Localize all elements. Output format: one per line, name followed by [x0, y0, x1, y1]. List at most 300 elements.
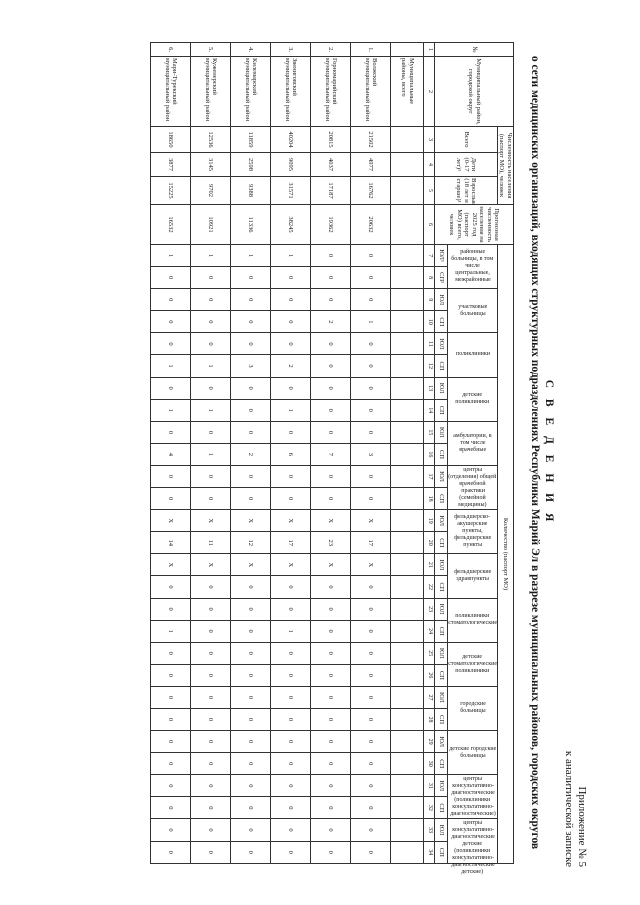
row-total: 40204 — [271, 127, 311, 153]
row-cell: 0 — [351, 598, 391, 620]
row-cell: 0 — [351, 399, 391, 421]
row-cell: 0 — [311, 289, 351, 311]
row-cell: 0 — [351, 465, 391, 487]
row-forecast — [391, 205, 424, 245]
column-number: 15 — [424, 421, 435, 443]
column-number: 7 — [424, 245, 435, 267]
row-cell: 0 — [151, 488, 191, 510]
row-cell: 0 — [231, 819, 271, 841]
row-cell: 0 — [311, 841, 351, 863]
row-cell: 0 — [271, 731, 311, 753]
row-cell: 0 — [191, 797, 231, 819]
header-num: № — [435, 43, 514, 57]
row-cell: 0 — [231, 488, 271, 510]
column-number: 9 — [424, 289, 435, 311]
row-name: Звениговский муниципальный район — [271, 57, 311, 127]
row-cell — [391, 311, 424, 333]
row-cell: 6 — [271, 443, 311, 465]
row-cell: 0 — [151, 731, 191, 753]
header-sub-ul: ЮЛ — [435, 598, 448, 620]
header-sub-sp: СП — [435, 708, 448, 730]
row-children: 4977 — [351, 153, 391, 177]
row-cell: 0 — [311, 797, 351, 819]
row-cell — [391, 245, 424, 267]
appendix-line-1: Приложение № 5 — [576, 786, 588, 867]
header-sub-ul: ЮЛ — [435, 289, 448, 311]
header-forecast: Прогнозная численность населения на 2025 год (паспорт МО) всего, человек — [435, 205, 514, 245]
row-cell: 0 — [231, 731, 271, 753]
header-sub-sp: СП — [435, 355, 448, 377]
header-facility — [448, 686, 498, 730]
row-cell: 0 — [231, 708, 271, 730]
header-facility-label: центры (отделения) общей врачебной практики (семейной медицины) — [448, 466, 497, 508]
header-sub-ul: ЮЛ — [435, 731, 448, 753]
row-cell: 12 — [231, 532, 271, 554]
row-name: Куженерский муниципальный район — [191, 57, 231, 127]
row-total: 11859 — [231, 127, 271, 153]
row-cell: 0 — [311, 620, 351, 642]
column-number: 25 — [424, 642, 435, 664]
row-cell: 1 — [271, 620, 311, 642]
row-cell: 0 — [351, 797, 391, 819]
row-cell: 0 — [351, 841, 391, 863]
row-cell: 0 — [231, 797, 271, 819]
row-cell: 0 — [271, 465, 311, 487]
row-cell: 0 — [311, 576, 351, 598]
row-cell: 0 — [351, 289, 391, 311]
row-cell: 1 — [191, 399, 231, 421]
row-total: 12536 — [191, 127, 231, 153]
row-cell: 0 — [351, 731, 391, 753]
row-cell: 3 — [231, 355, 271, 377]
header-sub-ul: ЮЛ — [435, 465, 448, 487]
header-sub-sp: СП² — [435, 267, 448, 289]
row-cell: 0 — [311, 267, 351, 289]
row-cell: 0 — [311, 642, 351, 664]
header-facility-label: детские стоматологические поликлиники — [448, 653, 498, 674]
row-forecast: 16532 — [151, 205, 191, 245]
row-cell: 0 — [191, 686, 231, 708]
row-children: 2598 — [231, 153, 271, 177]
header-sub-sp: СП — [435, 532, 448, 554]
header-facility — [448, 510, 498, 554]
row-cell: 0 — [271, 642, 311, 664]
row-cell: 0 — [151, 421, 191, 443]
title-line-2: о сети медицинских организаций, входящих структурных подразделениях Республики Марий Эл в разрезе муниципальных районов, городских округов — [529, 55, 541, 850]
row-cell: 0 — [271, 708, 311, 730]
column-number: 20 — [424, 532, 435, 554]
row-cell: 0 — [351, 355, 391, 377]
header-sub-sp: СП — [435, 576, 448, 598]
row-total — [391, 127, 424, 153]
header-sub-sp: СП — [435, 620, 448, 642]
header-facility-label: районные больницы, в том числе центральные, межрайонные — [451, 249, 494, 284]
row-cell: 0 — [311, 421, 351, 443]
row-cell: X — [151, 510, 191, 532]
row-cell: 0 — [271, 377, 311, 399]
row-num: 3. — [271, 43, 311, 57]
column-number: 19 — [424, 510, 435, 532]
row-cell: 0 — [311, 775, 351, 797]
row-cell: 0 — [271, 598, 311, 620]
header-sub-ul: ЮЛ — [435, 377, 448, 399]
table-row — [151, 43, 191, 864]
row-cell: 0 — [311, 708, 351, 730]
row-cell: 2 — [231, 443, 271, 465]
row-children: 3877 — [151, 153, 191, 177]
row-cell: 0 — [351, 576, 391, 598]
row-cell: 0 — [191, 731, 231, 753]
row-cell — [391, 753, 424, 775]
row-cell: 0 — [151, 841, 191, 863]
header-facility-label: участковые больницы — [458, 303, 488, 317]
row-cell: 0 — [351, 245, 391, 267]
header-sub-sp: СП — [435, 841, 448, 863]
row-cell: 0 — [231, 311, 271, 333]
row-forecast: 20632 — [351, 205, 391, 245]
row-cell: 0 — [271, 488, 311, 510]
row-cell — [391, 576, 424, 598]
row-adults: 17187 — [311, 177, 351, 205]
row-cell: 1 — [151, 620, 191, 642]
column-number: 6 — [424, 205, 435, 245]
row-cell: 0 — [351, 753, 391, 775]
row-cell: 0 — [191, 289, 231, 311]
row-cell: 0 — [271, 753, 311, 775]
table-row — [271, 43, 311, 864]
facilities-table — [150, 42, 514, 876]
row-cell — [391, 620, 424, 642]
row-cell — [391, 333, 424, 355]
row-cell: 0 — [271, 797, 311, 819]
row-cell: 0 — [271, 421, 311, 443]
row-adults — [391, 177, 424, 205]
row-cell: 1 — [271, 399, 311, 421]
row-cell: 0 — [231, 333, 271, 355]
row-cell: 0 — [231, 289, 271, 311]
header-facility — [448, 554, 498, 598]
header-facility-label: фельдшерско-акушерские пункты, фельдшерские пункты — [454, 514, 492, 549]
row-cell — [391, 355, 424, 377]
column-number: 16 — [424, 443, 435, 465]
row-forecast: 11336 — [231, 205, 271, 245]
row-cell: 0 — [191, 421, 231, 443]
row-cell — [391, 510, 424, 532]
row-name: Волжский муниципальный район — [351, 57, 391, 127]
row-children: 4037 — [311, 153, 351, 177]
row-cell: 0 — [151, 775, 191, 797]
column-number: 1 — [424, 43, 435, 57]
column-number: 13 — [424, 377, 435, 399]
header-children: Дети (0-17 лет)¹ — [435, 153, 498, 177]
row-cell — [391, 819, 424, 841]
row-cell: 0 — [271, 289, 311, 311]
header-sub-sp: СП — [435, 443, 448, 465]
row-adults: 16762 — [351, 177, 391, 205]
row-cell: 1 — [151, 245, 191, 267]
row-cell: 0 — [151, 377, 191, 399]
table-row — [351, 43, 391, 864]
row-num: 2. — [311, 43, 351, 57]
column-number: 5 — [424, 177, 435, 205]
table-row — [391, 43, 424, 864]
row-cell: 0 — [351, 421, 391, 443]
column-number: 31 — [424, 775, 435, 797]
row-cell — [391, 731, 424, 753]
row-cell: 0 — [191, 819, 231, 841]
row-cell: X — [351, 510, 391, 532]
row-cell: 0 — [351, 267, 391, 289]
header-facility — [448, 421, 498, 465]
row-cell: 0 — [271, 664, 311, 686]
row-name: Килемарский муниципальный район — [231, 57, 271, 127]
row-cell: 0 — [271, 311, 311, 333]
row-cell: 0 — [351, 819, 391, 841]
row-cell: X — [271, 554, 311, 576]
row-cell: 0 — [231, 620, 271, 642]
header-facility-label: городские больницы — [459, 701, 486, 715]
header-sub-ul: ЮЛ — [435, 510, 448, 532]
header-facility-label: центры консультативно-диагностические детские (поликлиники консультативно-диагностические детские) — [450, 820, 495, 876]
table-row — [311, 43, 351, 864]
row-cell — [391, 664, 424, 686]
header-facility — [448, 598, 498, 642]
row-cell: 1 — [271, 245, 311, 267]
row-cell: 0 — [311, 664, 351, 686]
header-facility — [448, 289, 498, 333]
column-number: 32 — [424, 797, 435, 819]
row-cell — [391, 797, 424, 819]
row-cell: 0 — [271, 576, 311, 598]
row-name: Мари-Турекский муниципальный район — [151, 57, 191, 127]
column-number: 27 — [424, 686, 435, 708]
header-sub-sp: СП — [435, 311, 448, 333]
row-cell — [391, 532, 424, 554]
row-cell: 0 — [351, 333, 391, 355]
header-facility — [448, 377, 498, 421]
row-adults: 9702 — [191, 177, 231, 205]
row-cell — [391, 775, 424, 797]
header-facility-label: детские городские больницы — [449, 745, 497, 759]
row-cell: 0 — [191, 841, 231, 863]
column-number: 2 — [424, 57, 435, 127]
header-sub-sp: СП — [435, 753, 448, 775]
row-cell: 0 — [191, 708, 231, 730]
header-sub-sp: СП — [435, 488, 448, 510]
header-sub-ul: ЮЛ — [435, 554, 448, 576]
row-num — [391, 43, 424, 57]
header-sub-ul: ЮЛ — [435, 686, 448, 708]
row-num: 4. — [231, 43, 271, 57]
header-facility-label: амбулатории, в том числе врачебные — [453, 432, 492, 453]
row-cell — [391, 399, 424, 421]
row-cell: 0 — [271, 841, 311, 863]
row-adults: 31571 — [271, 177, 311, 205]
row-cell — [391, 465, 424, 487]
row-children: 3145 — [191, 153, 231, 177]
row-cell: 0 — [351, 620, 391, 642]
row-cell: X — [311, 510, 351, 532]
row-cell: 0 — [191, 775, 231, 797]
row-cell: 1 — [191, 355, 231, 377]
row-cell: 0 — [271, 333, 311, 355]
row-children: 9095 — [271, 153, 311, 177]
column-number: 24 — [424, 620, 435, 642]
row-cell — [391, 708, 424, 730]
row-cell: 0 — [191, 753, 231, 775]
row-forecast: 38245 — [271, 205, 311, 245]
header-sub-ul: ЮЛ — [435, 333, 448, 355]
row-cell: 0 — [351, 642, 391, 664]
row-cell: 0 — [231, 267, 271, 289]
document-title — [528, 0, 556, 905]
row-cell: 0 — [151, 642, 191, 664]
header-sub-sp: СП — [435, 399, 448, 421]
row-cell: 0 — [151, 753, 191, 775]
row-cell: 1 — [151, 399, 191, 421]
header-facility — [448, 819, 498, 876]
row-cell: 4 — [151, 443, 191, 465]
row-cell: 0 — [231, 465, 271, 487]
row-cell — [391, 289, 424, 311]
row-cell: 14 — [151, 532, 191, 554]
row-cell: 0 — [231, 664, 271, 686]
row-cell: X — [231, 510, 271, 532]
row-cell: 0 — [311, 488, 351, 510]
row-cell: 0 — [191, 377, 231, 399]
header-count-group: Количество (паспорт МО) — [498, 245, 514, 864]
row-cell: 0 — [351, 708, 391, 730]
header-name: Муниципальный район, городской округ — [435, 57, 514, 127]
column-number: 12 — [424, 355, 435, 377]
row-cell: 0 — [351, 488, 391, 510]
column-number: 21 — [424, 554, 435, 576]
row-cell — [391, 686, 424, 708]
row-num: 6. — [151, 43, 191, 57]
row-cell — [391, 554, 424, 576]
row-num: 5. — [191, 43, 231, 57]
appendix-line-2: к аналитической записке — [563, 750, 575, 867]
row-total: 20815 — [311, 127, 351, 153]
column-number: 23 — [424, 598, 435, 620]
appendix-note — [562, 751, 588, 867]
row-cell: 0 — [191, 598, 231, 620]
header-facility — [448, 465, 498, 509]
row-cell: 0 — [231, 775, 271, 797]
row-cell: 17 — [351, 532, 391, 554]
row-adults: 9388 — [231, 177, 271, 205]
row-cell: 0 — [311, 598, 351, 620]
row-cell — [391, 377, 424, 399]
row-adults: 15225 — [151, 177, 191, 205]
column-number: 26 — [424, 664, 435, 686]
row-cell: X — [231, 554, 271, 576]
header-sub-ul: ЮЛ — [435, 775, 448, 797]
header-adults: Взрослые (18 лет и старше)¹ — [435, 177, 498, 205]
header-facility-label: центры консультативно-диагностические (поликлиники консультативно-диагностические) — [449, 776, 496, 818]
row-cell: 1 — [191, 443, 231, 465]
column-number: 3 — [424, 127, 435, 153]
row-cell: 0 — [191, 465, 231, 487]
row-num: 1. — [351, 43, 391, 57]
row-cell: 0 — [311, 753, 351, 775]
header-facility — [448, 642, 498, 686]
column-number: 30 — [424, 753, 435, 775]
row-children — [391, 153, 424, 177]
row-cell: 0 — [311, 333, 351, 355]
row-cell — [391, 642, 424, 664]
row-cell: 2 — [311, 311, 351, 333]
row-cell: 0 — [231, 642, 271, 664]
row-cell: 0 — [231, 841, 271, 863]
row-cell: 23 — [311, 532, 351, 554]
table-row — [191, 43, 231, 864]
row-cell: 0 — [151, 708, 191, 730]
header-sub-ul: ЮЛ — [435, 642, 448, 664]
header-facility-label: детские поликлиники — [455, 392, 490, 406]
row-cell: 0 — [191, 664, 231, 686]
row-cell: 0 — [351, 377, 391, 399]
column-number: 34 — [424, 841, 435, 863]
row-cell: 0 — [151, 598, 191, 620]
row-cell: 0 — [231, 377, 271, 399]
row-cell — [391, 598, 424, 620]
row-cell — [391, 267, 424, 289]
row-cell: 0 — [151, 664, 191, 686]
row-cell: 0 — [271, 775, 311, 797]
header-facility-label: поликлиники стоматологические — [448, 613, 498, 627]
row-cell: X — [191, 510, 231, 532]
row-cell: 17 — [271, 532, 311, 554]
row-forecast: 19362 — [311, 205, 351, 245]
row-cell: X — [191, 554, 231, 576]
row-cell: 0 — [351, 664, 391, 686]
row-cell: 0 — [231, 686, 271, 708]
row-cell: 0 — [271, 819, 311, 841]
row-cell: 0 — [151, 686, 191, 708]
row-cell: 0 — [311, 686, 351, 708]
row-cell: X — [271, 510, 311, 532]
table-row — [231, 43, 271, 864]
column-number: 4 — [424, 153, 435, 177]
row-cell: 0 — [191, 620, 231, 642]
row-cell: 0 — [151, 333, 191, 355]
row-cell: 7 — [311, 443, 351, 465]
row-cell: 0 — [311, 399, 351, 421]
header-sub-sp: СП — [435, 797, 448, 819]
row-cell: 11 — [191, 532, 231, 554]
row-cell: 0 — [231, 598, 271, 620]
row-cell: 2 — [271, 355, 311, 377]
row-cell: 0 — [311, 355, 351, 377]
row-cell: 0 — [311, 731, 351, 753]
header-facility — [448, 245, 498, 289]
row-total: 21502 — [351, 127, 391, 153]
column-number: 11 — [424, 333, 435, 355]
header-facility-label: поликлиники — [455, 351, 490, 358]
row-cell: 0 — [151, 311, 191, 333]
row-cell: 0 — [151, 797, 191, 819]
row-cell: 0 — [191, 642, 231, 664]
column-number: 18 — [424, 488, 435, 510]
row-cell: X — [351, 554, 391, 576]
row-cell: 0 — [231, 753, 271, 775]
column-number: 17 — [424, 465, 435, 487]
row-cell — [391, 421, 424, 443]
row-cell: 0 — [351, 686, 391, 708]
row-cell: X — [311, 554, 351, 576]
title-line-1: С В Е Д Е Н И Я — [543, 379, 555, 526]
